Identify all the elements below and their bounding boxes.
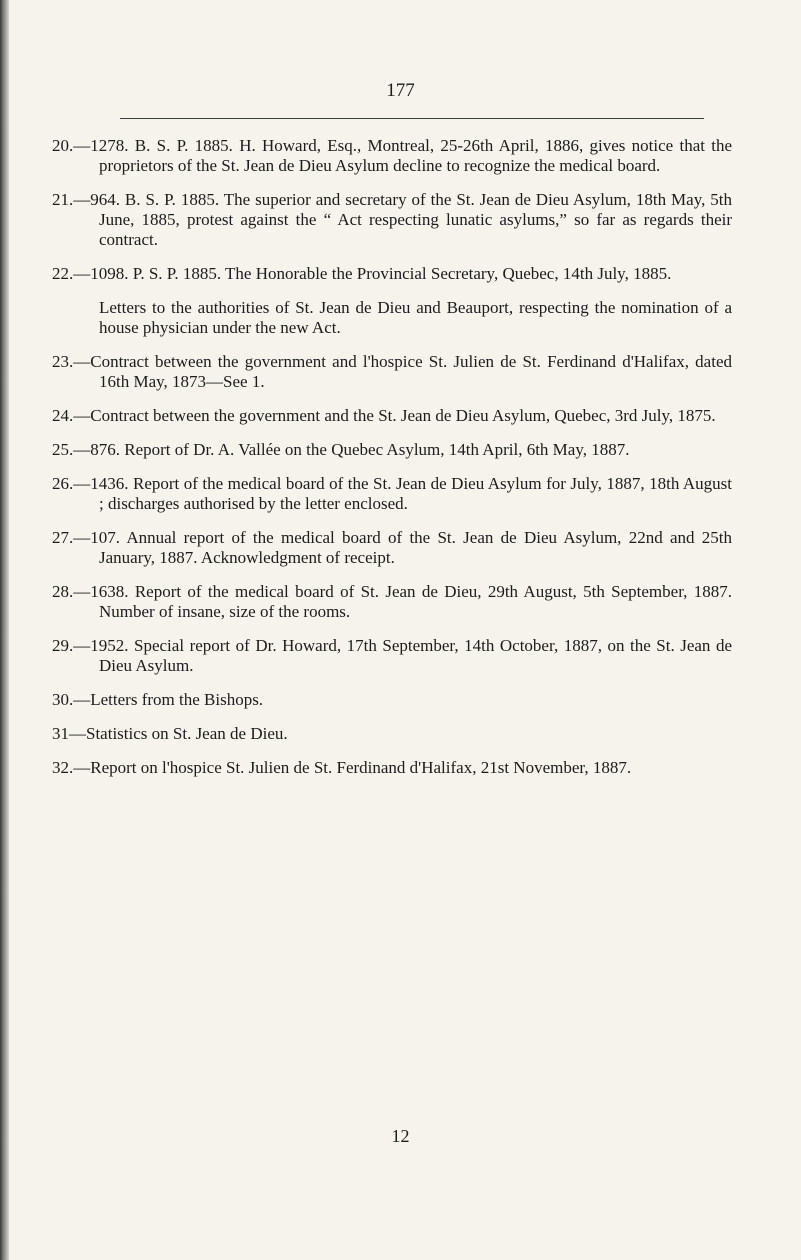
entry-number: 20. — [52, 136, 74, 155]
entry-text: —107. Annual report of the medical board of the St. Jean de Dieu Asylum, 22nd and 25th January, 1887. Acknowledgment of receipt. — [73, 528, 732, 567]
entry-29 — [52, 636, 732, 676]
entry-text: —1278. B. S. P. 1885. H. Howard, Esq., Montreal, 25-26th April, 1886, gives notice that the proprietors of the St. Jean de Dieu Asylum decline to recognize the medical board. — [73, 136, 732, 175]
entry-list — [52, 136, 732, 792]
entry-26 — [52, 474, 732, 514]
entry-22 — [52, 264, 732, 338]
entry-20 — [52, 136, 732, 176]
entry-text: —1638. Report of the medical board of St. Jean de Dieu, 29th August, 5th September, 1887. Number of insane, size of the rooms. — [73, 582, 732, 621]
entry-24 — [52, 406, 732, 426]
entry-number: 30. — [52, 690, 74, 709]
entry-23 — [52, 352, 732, 392]
entry-32 — [52, 758, 732, 778]
page-binding-edge — [0, 0, 9, 1260]
entry-text: —Letters from the Bishops. — [73, 690, 264, 709]
entry-number: 27. — [52, 528, 74, 547]
header-rule — [120, 118, 704, 119]
entry-number: 26. — [52, 474, 74, 493]
entry-text: —Contract between the government and the St. Jean de Dieu Asylum, Quebec, 3rd July, 1875. — [73, 406, 716, 425]
entry-number: 29. — [52, 636, 74, 655]
entry-number: 28. — [52, 582, 74, 601]
entry-text: —1436. Report of the medical board of the St. Jean de Dieu Asylum for July, 1887, 18th August ; discharges authorised by the letter enclosed. — [73, 474, 732, 513]
entry-25 — [52, 440, 732, 460]
entry-28 — [52, 582, 732, 622]
entry-21 — [52, 190, 732, 250]
entry-text: —Statistics on St. Jean de Dieu. — [69, 724, 288, 743]
page-number: 177 — [386, 80, 415, 101]
entry-text: —Contract between the government and l'hospice St. Julien de St. Ferdinand d'Halifax, dated 16th May, 1873—See 1. — [73, 352, 732, 391]
entry-number: 21. — [52, 190, 74, 209]
entry-27 — [52, 528, 732, 568]
entry-number: 25. — [52, 440, 74, 459]
entry-number: 24. — [52, 406, 74, 425]
entry-number: 32. — [52, 758, 74, 777]
entry-number: 31 — [52, 724, 69, 743]
entry-text: —876. Report of Dr. A. Vallée on the Quebec Asylum, 14th April, 6th May, 1887. — [73, 440, 630, 459]
entry-text: —964. B. S. P. 1885. The superior and secretary of the St. Jean de Dieu Asylum, 18th May, 5th June, 1885, protest against the “ Act respecting lunatic asylums,” so far as regards their contract. — [73, 190, 732, 249]
entry-text: —1952. Special report of Dr. Howard, 17th September, 14th October, 1887, on the St. Jean de Dieu Asylum. — [73, 636, 732, 675]
entry-subtext: Letters to the authorities of St. Jean de Dieu and Beauport, respecting the nomination of a house physician under the new Act. — [99, 298, 732, 337]
entry-text: —1098. P. S. P. 1885. The Honorable the Provincial Secretary, Quebec, 14th July, 1885. — [73, 264, 672, 283]
entry-number: 23. — [52, 352, 74, 371]
entry-31 — [52, 724, 732, 744]
entry-text: —Report on l'hospice St. Julien de St. Ferdinand d'Halifax, 21st November, 1887. — [73, 758, 632, 777]
entry-30 — [52, 690, 732, 710]
entry-number: 22. — [52, 264, 74, 283]
signature-mark: 12 — [391, 1126, 410, 1146]
